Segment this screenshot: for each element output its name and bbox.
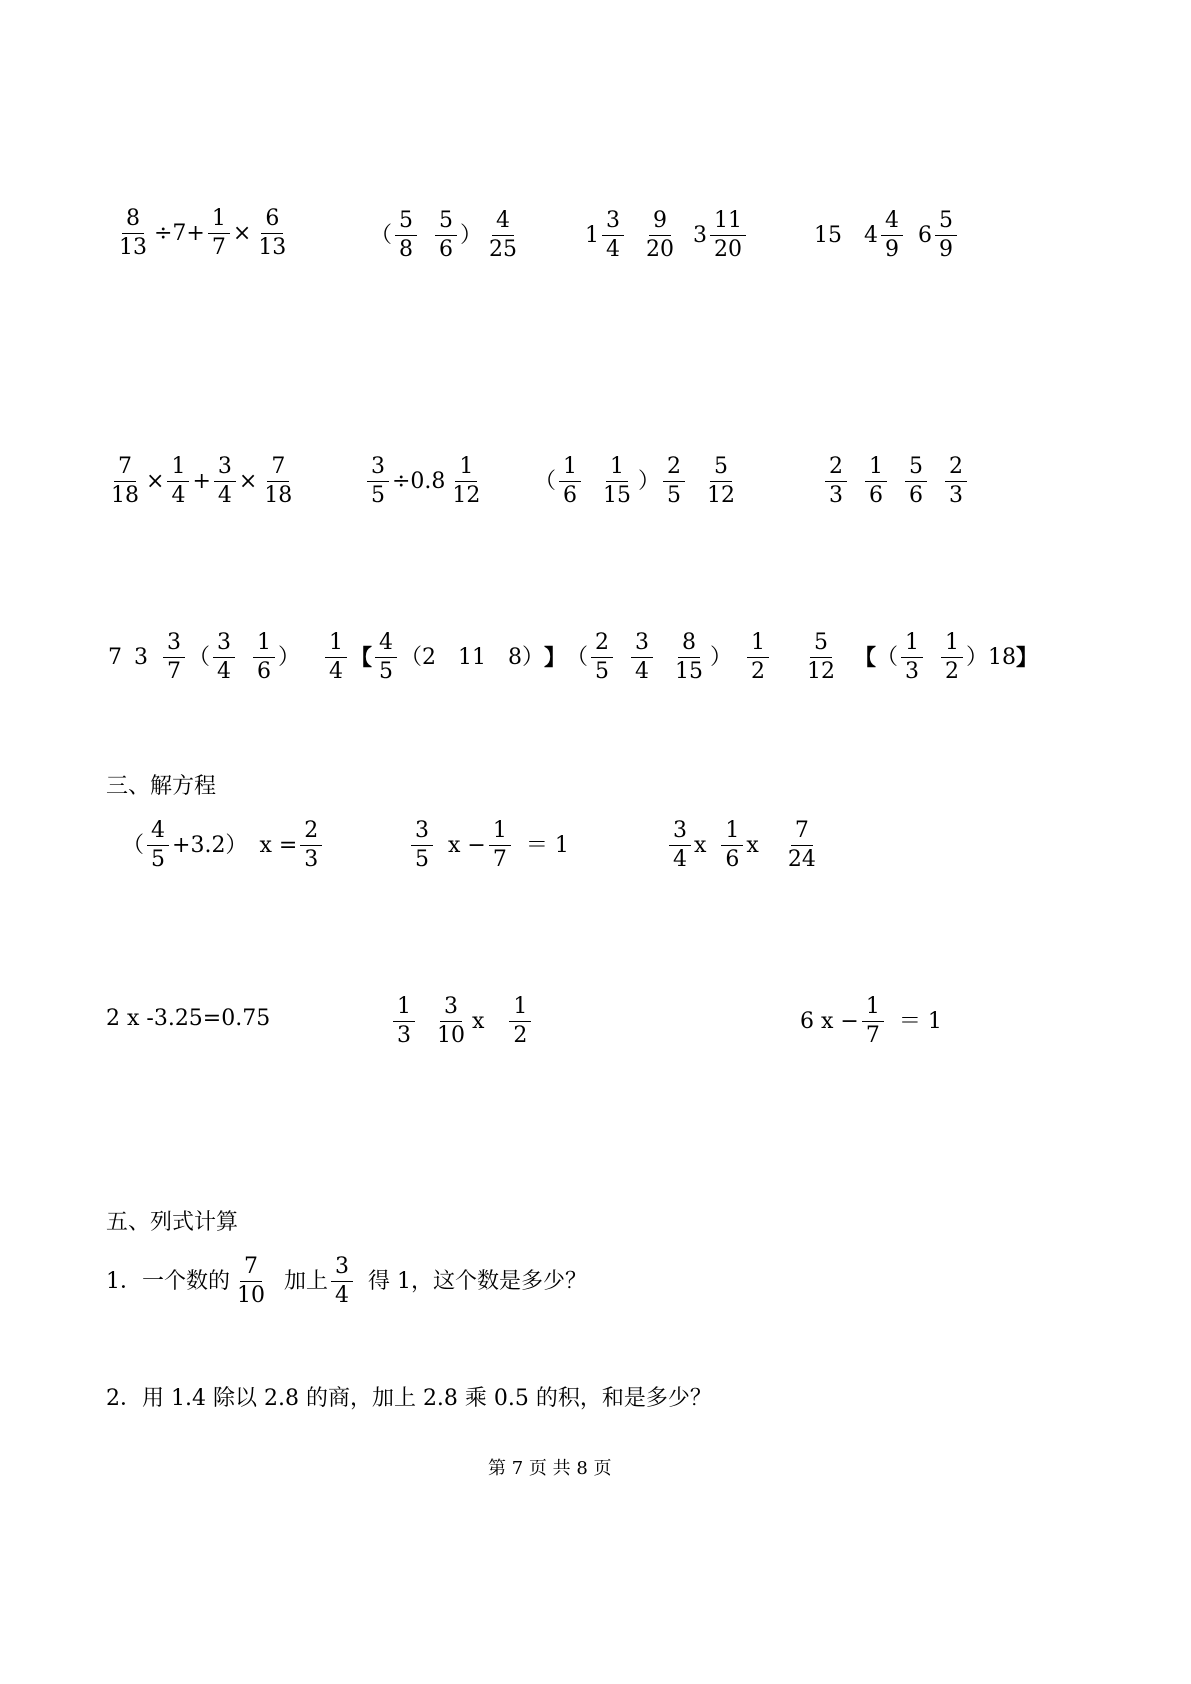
fraction-numerator: 7 <box>791 820 813 846</box>
expression-text: × <box>238 468 258 494</box>
expression-text: 2 <box>422 644 437 670</box>
fraction-numerator: 3 <box>631 632 653 658</box>
fraction-numerator: 4 <box>147 820 169 846</box>
word-problem-2 <box>106 1388 712 1410</box>
expression-text: （ <box>370 222 393 248</box>
fraction-denominator: 4 <box>217 659 232 684</box>
fraction-denominator: 5 <box>371 483 385 508</box>
fraction-denominator: 13 <box>119 235 147 260</box>
fraction-denominator: 12 <box>707 483 736 508</box>
fraction-denominator: 5 <box>595 659 610 684</box>
fraction-denominator: 4 <box>329 659 343 684</box>
fraction-numerator: 1 <box>167 456 189 482</box>
expression-text: ÷7+ <box>154 220 205 246</box>
fraction <box>489 820 511 871</box>
fraction <box>254 208 290 259</box>
calc-expression-12 <box>800 632 1038 683</box>
fraction-numerator: 2 <box>300 820 322 846</box>
fraction <box>865 456 887 507</box>
fraction <box>509 996 531 1047</box>
fraction-numerator: 2 <box>825 456 847 482</box>
fraction-denominator: 10 <box>237 1283 265 1308</box>
calc-expression-2 <box>370 210 524 261</box>
fraction-numerator: 3 <box>331 1256 353 1282</box>
fraction <box>721 820 743 871</box>
fraction-denominator: 20 <box>714 237 742 262</box>
fraction-numerator: 1 <box>455 456 477 482</box>
expression-text: （ <box>122 832 145 858</box>
fraction-numerator: 4 <box>375 632 397 658</box>
expression-text: 11 <box>458 644 487 670</box>
expression-text: （ <box>400 644 423 670</box>
section-heading-equations: 三、解方程 <box>106 774 217 799</box>
expression-text: 1 <box>585 222 599 248</box>
fraction <box>393 996 415 1047</box>
expression-text: x − <box>448 832 486 858</box>
fraction-numerator: 5 <box>395 210 417 236</box>
fraction-denominator: 9 <box>885 237 899 262</box>
expression-text: × <box>146 468 165 494</box>
fraction-numerator: 11 <box>710 210 746 236</box>
fraction <box>375 632 397 683</box>
expression-text: ） <box>278 644 301 670</box>
expression-text: （ <box>566 644 589 670</box>
expression-text: + <box>192 468 211 494</box>
expression-text: ） <box>638 468 661 494</box>
fraction-denominator: 24 <box>787 847 816 872</box>
fraction <box>147 820 169 871</box>
fraction <box>862 996 884 1047</box>
fraction-denominator: 12 <box>807 659 835 684</box>
fraction-denominator: 6 <box>869 483 883 508</box>
fraction-numerator: 2 <box>945 456 967 482</box>
fraction-denominator: 2 <box>751 659 766 684</box>
fraction-numerator: 7 <box>240 1256 262 1282</box>
expression-text: ＝ 1 <box>525 832 569 858</box>
fraction-denominator: 15 <box>675 659 704 684</box>
fraction-numerator: 4 <box>492 210 514 236</box>
fraction <box>115 208 151 259</box>
fraction-denominator: 4 <box>171 483 186 508</box>
fraction-denominator: 10 <box>437 1023 465 1048</box>
fraction-denominator: 6 <box>563 483 578 508</box>
fraction <box>395 210 417 261</box>
expression-text: 1．一个数的 <box>106 1268 230 1294</box>
fraction-denominator: 4 <box>635 659 650 684</box>
calc-expression-9 <box>108 632 300 683</box>
fraction <box>163 632 185 683</box>
fraction-numerator: 9 <box>649 210 671 236</box>
expression-text: x <box>746 832 759 858</box>
fraction <box>208 208 230 259</box>
fraction <box>485 210 521 261</box>
fraction-denominator: 6 <box>257 659 272 684</box>
fraction <box>300 820 322 871</box>
fraction-numerator: 8 <box>122 208 144 234</box>
expression-text: 】 <box>1016 644 1039 671</box>
fraction <box>367 456 389 507</box>
fraction <box>599 456 635 507</box>
expression-text: 得 1，这个数是多少？ <box>368 1268 588 1294</box>
fraction-denominator: 5 <box>379 659 394 684</box>
expression-text: 15 <box>814 222 842 248</box>
fraction-numerator: 5 <box>435 210 457 236</box>
fraction <box>260 456 296 507</box>
calc-expression-1 <box>112 208 293 259</box>
fraction <box>663 456 685 507</box>
fraction-denominator: 6 <box>725 847 740 872</box>
fraction-denominator: 3 <box>905 659 920 684</box>
calc-expression-5 <box>104 456 299 507</box>
calc-expression-3 <box>585 210 749 261</box>
expression-text: x <box>694 832 707 858</box>
calc-expression-4 <box>814 210 960 261</box>
fraction-denominator: 7 <box>211 235 226 260</box>
fraction-numerator: 5 <box>710 456 732 482</box>
fraction <box>411 820 433 871</box>
fraction <box>825 456 847 507</box>
fraction-numerator: 5 <box>810 632 832 658</box>
fraction-denominator: 2 <box>945 659 960 684</box>
fraction-denominator: 12 <box>452 483 481 508</box>
fraction-numerator: 2 <box>591 632 613 658</box>
expression-text: x <box>472 1008 485 1034</box>
fraction <box>671 632 707 683</box>
expression-text: 6 <box>918 222 932 248</box>
fraction <box>433 996 469 1047</box>
page-number-footer: 第 7 页 共 8 页 <box>488 1458 612 1479</box>
expression-text: ÷0.8 <box>392 468 446 494</box>
fraction <box>435 210 457 261</box>
expression-text: 【 <box>854 644 877 671</box>
fraction-numerator: 3 <box>214 456 236 482</box>
fraction-denominator: 6 <box>909 483 923 508</box>
fraction-denominator: 13 <box>258 235 287 260</box>
fraction <box>591 632 613 683</box>
expression-text: 3 <box>693 222 707 248</box>
fraction <box>448 456 484 507</box>
fraction-numerator: 1 <box>862 996 884 1022</box>
expression-text: 加上 <box>284 1268 329 1294</box>
fraction <box>214 456 236 507</box>
fraction <box>905 456 927 507</box>
fraction-denominator: 25 <box>489 237 518 262</box>
fraction <box>941 632 963 683</box>
fraction-numerator: 1 <box>393 996 415 1022</box>
fraction-numerator: 3 <box>213 632 235 658</box>
fraction-denominator: 5 <box>667 483 682 508</box>
fraction <box>325 632 347 683</box>
fraction-numerator: 1 <box>901 632 923 658</box>
fraction-denominator: 15 <box>603 483 632 508</box>
fraction-denominator: 3 <box>397 1023 411 1048</box>
equation-4 <box>106 1008 270 1030</box>
fraction <box>331 1256 353 1307</box>
fraction-numerator: 1 <box>325 632 347 658</box>
section-heading-word-problems: 五、列式计算 <box>106 1210 239 1235</box>
fraction <box>631 632 653 683</box>
fraction-denominator: 5 <box>151 847 166 872</box>
expression-text: 】 <box>544 644 567 671</box>
fraction-numerator: 5 <box>905 456 927 482</box>
fraction-numerator: 1 <box>489 820 511 846</box>
fraction-denominator: 3 <box>304 847 319 872</box>
expression-text: 4 <box>864 222 878 248</box>
equation-6 <box>800 996 942 1047</box>
fraction-denominator: 3 <box>829 483 843 508</box>
fraction <box>642 210 678 261</box>
fraction-numerator: 1 <box>941 632 963 658</box>
fraction-numerator: 5 <box>935 210 957 236</box>
fraction-denominator: 2 <box>513 1023 528 1048</box>
fraction-numerator: 3 <box>163 632 185 658</box>
equation-5 <box>390 996 534 1047</box>
fraction-denominator: 7 <box>865 1023 880 1048</box>
expression-text: （ <box>188 644 211 670</box>
calc-expression-6 <box>364 456 487 507</box>
expression-text: 8 <box>508 644 523 670</box>
expression-text: +3.2） <box>172 832 248 858</box>
fraction-numerator: 3 <box>440 996 462 1022</box>
fraction-denominator: 4 <box>606 237 620 262</box>
fraction-denominator: 6 <box>439 237 454 262</box>
fraction-numerator: 2 <box>663 456 685 482</box>
fraction-numerator: 1 <box>721 820 743 846</box>
fraction <box>167 456 189 507</box>
fraction-numerator: 3 <box>411 820 433 846</box>
fraction <box>881 210 903 261</box>
fraction-denominator: 9 <box>939 237 953 262</box>
fraction-numerator: 6 <box>261 208 283 234</box>
fraction-denominator: 20 <box>646 237 674 262</box>
fraction <box>253 632 275 683</box>
fraction <box>213 632 235 683</box>
equation-3 <box>666 820 823 871</box>
expression-text: 6 x − <box>800 1008 859 1034</box>
expression-text: x = <box>259 832 298 858</box>
fraction-numerator: 7 <box>114 456 136 482</box>
word-problem-1 <box>106 1256 587 1307</box>
fraction-numerator: 8 <box>678 632 700 658</box>
fraction-numerator: 1 <box>253 632 275 658</box>
expression-text: ） <box>460 222 483 248</box>
fraction <box>710 210 746 261</box>
expression-text: ） <box>710 644 733 670</box>
fraction <box>945 456 967 507</box>
fraction-denominator: 18 <box>111 483 139 508</box>
expression-text: ＝ 1 <box>898 1008 942 1034</box>
expression-text: 2 x -3.25=0.75 <box>106 1006 271 1031</box>
fraction <box>901 632 923 683</box>
fraction <box>803 632 839 683</box>
fraction-denominator: 4 <box>217 483 232 508</box>
expression-text: （ <box>534 468 557 494</box>
fraction <box>703 456 739 507</box>
calc-expression-8 <box>822 456 970 507</box>
fraction-denominator: 8 <box>399 237 414 262</box>
expression-text: 【 <box>350 644 373 671</box>
fraction-numerator: 3 <box>367 456 389 482</box>
expression-text: ） <box>522 644 545 670</box>
fraction-denominator: 7 <box>492 847 507 872</box>
calc-expression-7 <box>534 456 742 507</box>
fraction-denominator: 18 <box>264 483 293 508</box>
expression-text: 2．用 1.4 除以 2.8 的商，加上 2.8 乘 0.5 的积，和是多少？ <box>106 1386 712 1411</box>
fraction <box>602 210 624 261</box>
fraction <box>935 210 957 261</box>
fraction <box>559 456 581 507</box>
fraction-numerator: 7 <box>267 456 289 482</box>
fraction <box>107 456 143 507</box>
fraction-denominator: 4 <box>673 847 687 872</box>
equation-1 <box>122 820 325 871</box>
fraction-numerator: 1 <box>747 632 769 658</box>
fraction <box>669 820 691 871</box>
fraction-denominator: 3 <box>949 483 963 508</box>
calc-expression-11 <box>566 632 772 683</box>
expression-text: × <box>232 220 252 246</box>
calc-expression-10 <box>322 632 566 683</box>
fraction-denominator: 7 <box>167 659 181 684</box>
fraction-denominator: 4 <box>335 1283 350 1308</box>
fraction <box>747 632 769 683</box>
expression-text: 18 <box>988 644 1017 670</box>
fraction-numerator: 1 <box>509 996 531 1022</box>
fraction-numerator: 3 <box>602 210 624 236</box>
fraction <box>784 820 820 871</box>
fraction <box>233 1256 269 1307</box>
expression-text: 3 <box>134 644 148 670</box>
fraction-denominator: 5 <box>415 847 429 872</box>
fraction-numerator: 1 <box>865 456 887 482</box>
fraction-numerator: 1 <box>606 456 628 482</box>
fraction-numerator: 3 <box>669 820 691 846</box>
fraction-numerator: 1 <box>559 456 581 482</box>
equation-2 <box>408 820 569 871</box>
fraction-numerator: 1 <box>208 208 230 234</box>
expression-text: 7 <box>108 644 122 670</box>
expression-text: （ <box>876 644 899 670</box>
expression-text: ） <box>966 644 989 670</box>
fraction-numerator: 4 <box>881 210 903 236</box>
